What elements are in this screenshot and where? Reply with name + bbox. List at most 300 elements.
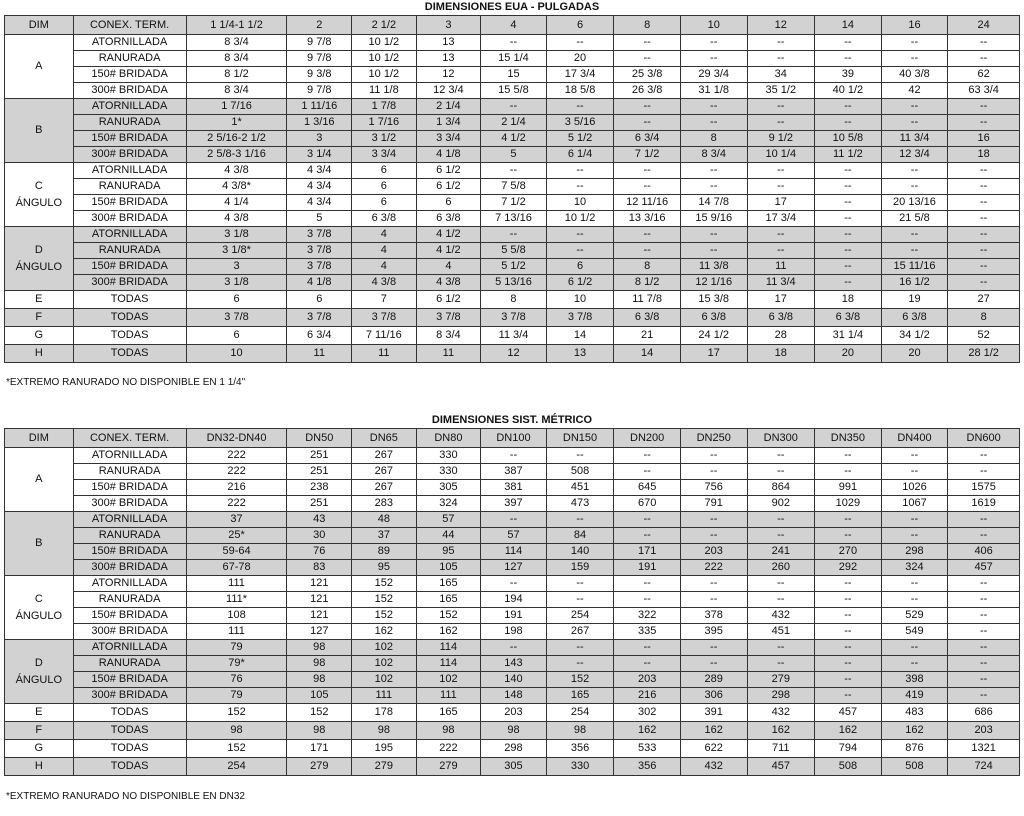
dimension-label: [5, 35, 74, 99]
connection-type-cell: 300# BRIDADA: [73, 147, 186, 163]
dimension-value-cell: --: [881, 99, 948, 115]
dimension-value-cell: 289: [680, 672, 747, 688]
dimension-value-cell: 6 3/8: [881, 309, 948, 327]
dimension-value-cell: 6 1/2: [546, 275, 614, 291]
dimension-value-cell: 6: [546, 259, 614, 275]
dimension-value-cell: 260: [747, 560, 815, 576]
size-column-header: DN400: [881, 429, 948, 448]
dimension-value-cell: --: [481, 227, 547, 243]
dimension-value-cell: 298: [881, 544, 948, 560]
dimension-value-cell: --: [948, 464, 1020, 480]
dimension-value-cell: --: [614, 640, 681, 656]
dimension-value-cell: 21: [614, 327, 681, 345]
dimension-value-cell: 203: [614, 672, 681, 688]
dimension-value-cell: 17 3/4: [747, 211, 815, 227]
dimension-value-cell: --: [948, 512, 1020, 528]
dimension-value-cell: 178: [352, 704, 417, 722]
dimension-value-cell: 79: [186, 640, 287, 656]
dimension-value-cell: 121: [287, 576, 352, 592]
dimension-value-cell: 37: [352, 528, 417, 544]
dimension-value-cell: --: [948, 275, 1020, 291]
dimension-value-cell: 43: [287, 512, 352, 528]
dimension-value-cell: 3 7/8: [481, 309, 547, 327]
dimension-value-cell: --: [614, 656, 681, 672]
dimension-value-cell: 222: [186, 448, 287, 464]
dimension-value-cell: --: [948, 99, 1020, 115]
dimension-value-cell: 98: [186, 722, 287, 740]
table-row: [5, 672, 1020, 688]
dimension-value-cell: 1 7/16: [186, 99, 287, 115]
dimension-value-cell: 335: [614, 624, 681, 640]
connection-type-cell: 150# BRIDADA: [73, 480, 186, 496]
dimension-value-cell: 15 5/8: [481, 83, 547, 99]
dimension-value-cell: --: [948, 592, 1020, 608]
dimension-label: [5, 309, 74, 327]
table-row: [5, 163, 1020, 179]
dimension-value-cell: --: [881, 640, 948, 656]
dimension-value-cell: --: [815, 576, 882, 592]
dimension-value-cell: 4 1/2: [481, 131, 547, 147]
dimension-value-cell: 7 5/8: [481, 179, 547, 195]
dimension-value-cell: 3 1/4: [287, 147, 352, 163]
connection-type-cell: 300# BRIDADA: [73, 211, 186, 227]
dimension-value-cell: 3 1/8*: [186, 243, 287, 259]
dimension-value-cell: --: [614, 576, 681, 592]
dimension-label-text: D: [34, 243, 43, 256]
dimension-value-cell: 57: [481, 528, 547, 544]
table-row: [5, 211, 1020, 227]
connection-type-cell: 150# BRIDADA: [73, 131, 186, 147]
dimension-value-cell: --: [881, 656, 948, 672]
dimension-value-cell: 864: [747, 480, 815, 496]
dimension-value-cell: 6 3/4: [614, 131, 681, 147]
dimension-label-text: ÁNGULO: [15, 673, 63, 686]
dimension-value-cell: 794: [815, 740, 882, 758]
dimension-value-cell: 322: [614, 608, 681, 624]
dimension-value-cell: 152: [287, 704, 352, 722]
dimension-value-cell: 2 5/8-3 1/16: [186, 147, 287, 163]
dimension-value-cell: 3 7/8: [186, 309, 287, 327]
dimension-value-cell: 15 11/16: [881, 259, 948, 275]
dimension-value-cell: --: [815, 592, 882, 608]
table-row: [5, 704, 1020, 722]
table-row: [5, 448, 1020, 464]
dimension-value-cell: 31 1/8: [680, 83, 747, 99]
dimension-value-cell: --: [546, 592, 614, 608]
dimension-value-cell: --: [948, 179, 1020, 195]
dimension-value-cell: 6: [352, 195, 417, 211]
dimension-value-cell: --: [546, 243, 614, 259]
dimension-value-cell: 5 13/16: [481, 275, 547, 291]
dimension-value-cell: 8 1/2: [186, 67, 287, 83]
dimension-value-cell: 108: [186, 608, 287, 624]
connection-type-cell: TODAS: [73, 704, 186, 722]
dimension-value-cell: 305: [416, 480, 481, 496]
dimension-label-text: F: [35, 311, 43, 323]
connection-type-cell: TODAS: [73, 327, 186, 345]
dimension-value-cell: 356: [546, 740, 614, 758]
dimension-value-cell: --: [747, 227, 815, 243]
dimension-value-cell: 4 3/8: [352, 275, 417, 291]
dimension-value-cell: 4: [352, 243, 417, 259]
dimension-value-cell: 6 1/2: [416, 291, 481, 309]
dimension-value-cell: --: [614, 227, 681, 243]
connection-type-cell: 300# BRIDADA: [73, 560, 186, 576]
dimension-value-cell: 12: [481, 345, 547, 363]
size-column-header: 24: [948, 16, 1020, 35]
dimension-value-cell: 37: [186, 512, 287, 528]
dimension-value-cell: --: [546, 179, 614, 195]
dimension-value-cell: 645: [614, 480, 681, 496]
dimension-value-cell: --: [747, 51, 815, 67]
dimension-value-cell: 4 3/8*: [186, 179, 287, 195]
size-column-header: 8: [614, 16, 681, 35]
dimension-value-cell: 152: [186, 704, 287, 722]
dimension-value-cell: 395: [680, 624, 747, 640]
dimension-value-cell: 15 9/16: [680, 211, 747, 227]
dimension-value-cell: --: [948, 35, 1020, 51]
dimension-value-cell: --: [614, 179, 681, 195]
connection-type-cell: 150# BRIDADA: [73, 259, 186, 275]
dimension-value-cell: 432: [680, 758, 747, 776]
dimension-value-cell: 98: [546, 722, 614, 740]
dimension-value-cell: 165: [416, 704, 481, 722]
dimension-value-cell: --: [815, 464, 882, 480]
dimension-value-cell: 152: [416, 608, 481, 624]
dimension-value-cell: 483: [881, 704, 948, 722]
dimension-value-cell: 419: [881, 688, 948, 704]
dimension-value-cell: 283: [352, 496, 417, 512]
table-row: [5, 688, 1020, 704]
dimension-value-cell: 10 1/2: [352, 67, 417, 83]
dimension-value-cell: --: [881, 528, 948, 544]
dimension-value-cell: 15: [481, 67, 547, 83]
dimension-value-cell: 6 3/4: [287, 327, 352, 345]
dimension-value-cell: --: [948, 195, 1020, 211]
dimension-label-text: ÁNGULO: [15, 196, 63, 209]
dimension-value-cell: 4: [416, 259, 481, 275]
table-row: [5, 83, 1020, 99]
dimension-value-cell: 7 11/16: [352, 327, 417, 345]
dimension-value-cell: --: [815, 640, 882, 656]
dimension-value-cell: 10 1/2: [352, 35, 417, 51]
dimension-value-cell: 549: [881, 624, 948, 640]
dimension-value-cell: 95: [352, 560, 417, 576]
dimension-value-cell: --: [614, 448, 681, 464]
table-row: [5, 115, 1020, 131]
dimension-value-cell: 222: [186, 464, 287, 480]
dimension-value-cell: --: [747, 179, 815, 195]
dimension-value-cell: 222: [680, 560, 747, 576]
dimension-value-cell: 7 1/2: [614, 147, 681, 163]
header-row: [5, 429, 1020, 448]
size-column-header: 1 1/4-1 1/2: [186, 16, 287, 35]
dimension-value-cell: --: [546, 35, 614, 51]
dimension-value-cell: 4 3/4: [287, 179, 352, 195]
dimension-value-cell: --: [815, 99, 882, 115]
dimension-value-cell: --: [815, 51, 882, 67]
dimension-value-cell: 279: [416, 758, 481, 776]
dimension-value-cell: 12 3/4: [416, 83, 481, 99]
size-column-header: 10: [680, 16, 747, 35]
dimension-label-text: B: [35, 537, 43, 549]
connection-type-cell: RANURADA: [73, 464, 186, 480]
dimension-value-cell: 16: [948, 131, 1020, 147]
dimension-value-cell: 6 3/8: [614, 309, 681, 327]
dimension-value-cell: 397: [481, 496, 547, 512]
dimension-value-cell: 39: [815, 67, 882, 83]
dimension-value-cell: 10: [546, 195, 614, 211]
dimension-value-cell: 18: [948, 147, 1020, 163]
table-row: [5, 480, 1020, 496]
dimension-value-cell: 251: [287, 464, 352, 480]
dimension-value-cell: --: [815, 179, 882, 195]
dimension-value-cell: 7 1/2: [481, 195, 547, 211]
dimension-value-cell: --: [614, 163, 681, 179]
dimension-value-cell: --: [680, 51, 747, 67]
dimension-value-cell: --: [614, 115, 681, 131]
dimension-value-cell: 165: [416, 592, 481, 608]
dimension-label-text: A: [35, 473, 43, 485]
dimension-value-cell: 17: [747, 195, 815, 211]
table-row: [5, 309, 1020, 327]
dimension-value-cell: 13: [416, 35, 481, 51]
dimension-value-cell: 1321: [948, 740, 1020, 758]
dimension-value-cell: 279: [287, 758, 352, 776]
dimension-value-cell: 8 3/4: [186, 51, 287, 67]
dimension-value-cell: 12: [416, 67, 481, 83]
dimension-value-cell: 1 7/16: [352, 115, 417, 131]
dimension-label: [5, 758, 74, 776]
dimension-value-cell: 254: [186, 758, 287, 776]
dimension-value-cell: 508: [881, 758, 948, 776]
dimension-value-cell: 6 3/8: [747, 309, 815, 327]
connection-type-cell: 300# BRIDADA: [73, 688, 186, 704]
metric-title: DIMENSIONES SIST. MÉTRICO: [431, 414, 593, 426]
dimension-value-cell: --: [614, 35, 681, 51]
dimension-value-cell: --: [881, 35, 948, 51]
dimension-value-cell: --: [815, 211, 882, 227]
dimension-label: [5, 227, 74, 291]
dimension-value-cell: 4 3/8: [186, 211, 287, 227]
dimension-value-cell: 12 11/16: [614, 195, 681, 211]
dimension-value-cell: 13 3/16: [614, 211, 681, 227]
size-column-header: DN65: [352, 429, 417, 448]
dimension-value-cell: --: [815, 512, 882, 528]
dimension-value-cell: 9 7/8: [287, 83, 352, 99]
dimension-value-cell: 432: [747, 704, 815, 722]
table-row: [5, 640, 1020, 656]
connection-type-cell: TODAS: [73, 291, 186, 309]
dimension-value-cell: 8 3/4: [186, 83, 287, 99]
dimension-value-cell: 8: [481, 291, 547, 309]
dimension-value-cell: 159: [546, 560, 614, 576]
dimension-value-cell: 11 3/4: [881, 131, 948, 147]
dimension-value-cell: 3: [186, 259, 287, 275]
dimension-value-cell: 2 5/16-2 1/2: [186, 131, 287, 147]
dimension-value-cell: 98: [287, 640, 352, 656]
dimension-value-cell: --: [680, 656, 747, 672]
table-row: [5, 740, 1020, 758]
dimension-value-cell: 114: [416, 640, 481, 656]
dimension-value-cell: --: [680, 640, 747, 656]
dimension-value-cell: 15 1/4: [481, 51, 547, 67]
dimension-value-cell: 83: [287, 560, 352, 576]
dimension-value-cell: 195: [352, 740, 417, 758]
dimension-value-cell: 111*: [186, 592, 287, 608]
dimension-value-cell: --: [614, 243, 681, 259]
dimension-value-cell: 267: [352, 464, 417, 480]
size-column-header: DN250: [680, 429, 747, 448]
dimension-label: [5, 99, 74, 163]
size-column-header: DN350: [815, 429, 882, 448]
dimension-value-cell: 14: [546, 327, 614, 345]
dimension-value-cell: 114: [416, 656, 481, 672]
dimension-value-cell: 251: [287, 448, 352, 464]
dimension-value-cell: 533: [614, 740, 681, 758]
dimension-value-cell: 127: [287, 624, 352, 640]
dimension-value-cell: --: [614, 99, 681, 115]
dimension-value-cell: 16 1/2: [881, 275, 948, 291]
table-row: [5, 560, 1020, 576]
dimension-value-cell: --: [815, 243, 882, 259]
dimension-value-cell: --: [481, 576, 547, 592]
dimension-value-cell: --: [881, 576, 948, 592]
dimension-label-text: H: [34, 760, 43, 772]
dimension-value-cell: 5: [481, 147, 547, 163]
dimension-value-cell: 165: [416, 576, 481, 592]
dimension-value-cell: --: [614, 512, 681, 528]
dimension-label-text: ÁNGULO: [15, 260, 63, 273]
dimension-value-cell: 6 3/8: [815, 309, 882, 327]
dimension-value-cell: --: [815, 608, 882, 624]
dimension-value-cell: --: [481, 99, 547, 115]
dimension-value-cell: --: [614, 528, 681, 544]
dimension-value-cell: 9 7/8: [287, 35, 352, 51]
size-column-header: 2 1/2: [352, 16, 417, 35]
imperial-footnote: *EXTREMO RANURADO NO DISPONIBLE EN 1 1/4": [6, 377, 246, 388]
dimension-value-cell: 3 7/8: [287, 309, 352, 327]
dimension-value-cell: 267: [546, 624, 614, 640]
size-column-header: DN80: [416, 429, 481, 448]
dimension-value-cell: 29 3/4: [680, 67, 747, 83]
dimension-value-cell: 6: [186, 291, 287, 309]
dimension-value-cell: 25 3/8: [614, 67, 681, 83]
dimension-value-cell: 102: [352, 656, 417, 672]
dimension-value-cell: 3 3/4: [416, 131, 481, 147]
dimension-value-cell: 111: [416, 688, 481, 704]
dimension-value-cell: --: [680, 448, 747, 464]
dimension-label: [5, 576, 74, 640]
dimension-value-cell: 3 5/16: [546, 115, 614, 131]
dimension-value-cell: 14 7/8: [680, 195, 747, 211]
dimension-value-cell: 10 1/4: [747, 147, 815, 163]
dimension-value-cell: --: [815, 275, 882, 291]
dimension-value-cell: 14: [614, 345, 681, 363]
dimension-value-cell: 203: [680, 544, 747, 560]
dimension-value-cell: 121: [287, 592, 352, 608]
dimension-value-cell: 3 1/8: [186, 275, 287, 291]
header-row: [5, 16, 1020, 35]
dimension-value-cell: 9 1/2: [747, 131, 815, 147]
dimension-value-cell: --: [546, 512, 614, 528]
dimension-value-cell: 5: [287, 211, 352, 227]
dimension-value-cell: --: [680, 115, 747, 131]
dimension-value-cell: 267: [352, 448, 417, 464]
dimension-value-cell: 162: [747, 722, 815, 740]
dimension-value-cell: 17: [680, 345, 747, 363]
dimension-value-cell: 3 1/8: [186, 227, 287, 243]
connection-type-cell: 300# BRIDADA: [73, 496, 186, 512]
dimension-value-cell: --: [881, 448, 948, 464]
dimension-value-cell: 8: [614, 259, 681, 275]
dimension-value-cell: 102: [352, 672, 417, 688]
dimension-value-cell: 876: [881, 740, 948, 758]
connection-type-cell: ATORNILLADA: [73, 227, 186, 243]
dimension-label-text: D: [34, 656, 43, 669]
size-column-header: DN300: [747, 429, 815, 448]
dimension-value-cell: --: [948, 448, 1020, 464]
dimension-value-cell: --: [948, 640, 1020, 656]
dimension-value-cell: 171: [614, 544, 681, 560]
dimension-value-cell: --: [680, 512, 747, 528]
dimension-value-cell: --: [815, 624, 882, 640]
dimension-value-cell: --: [815, 448, 882, 464]
dimension-value-cell: 298: [481, 740, 547, 758]
dimension-value-cell: 98: [416, 722, 481, 740]
size-column-header: 16: [881, 16, 948, 35]
dimension-value-cell: 4 3/4: [287, 163, 352, 179]
dimension-value-cell: 11 3/8: [680, 259, 747, 275]
dimension-value-cell: 381: [481, 480, 547, 496]
dimension-value-cell: 6: [416, 195, 481, 211]
dimension-value-cell: 34 1/2: [881, 327, 948, 345]
dimension-value-cell: 98: [287, 656, 352, 672]
dimension-value-cell: 102: [416, 672, 481, 688]
dimension-value-cell: 9 3/8: [287, 67, 352, 83]
dimension-value-cell: --: [614, 464, 681, 480]
dimension-label-text: E: [35, 706, 43, 718]
dimension-value-cell: 330: [416, 464, 481, 480]
dimension-value-cell: 21 5/8: [881, 211, 948, 227]
dim-column-header: DIM: [5, 16, 74, 35]
dimension-value-cell: --: [747, 640, 815, 656]
dimension-value-cell: 63 3/4: [948, 83, 1020, 99]
connection-type-cell: TODAS: [73, 740, 186, 758]
dimension-value-cell: --: [546, 448, 614, 464]
dimension-value-cell: 89: [352, 544, 417, 560]
dimension-value-cell: 15 3/8: [680, 291, 747, 309]
dimension-value-cell: --: [747, 448, 815, 464]
dimension-value-cell: 238: [287, 480, 352, 496]
dimension-value-cell: --: [747, 163, 815, 179]
dimension-value-cell: 30: [287, 528, 352, 544]
connection-type-cell: ATORNILLADA: [73, 448, 186, 464]
dimension-value-cell: 4 3/4: [287, 195, 352, 211]
dimension-value-cell: 20 13/16: [881, 195, 948, 211]
dimension-value-cell: 432: [747, 608, 815, 624]
dimension-label-text: B: [35, 124, 43, 136]
dimension-value-cell: 105: [287, 688, 352, 704]
dimension-value-cell: 162: [416, 624, 481, 640]
table-row: [5, 131, 1020, 147]
dimension-value-cell: 508: [546, 464, 614, 480]
dimension-value-cell: 302: [614, 704, 681, 722]
dimension-value-cell: 2 1/4: [416, 99, 481, 115]
dimension-value-cell: --: [747, 576, 815, 592]
dimension-value-cell: 222: [186, 496, 287, 512]
table-row: [5, 576, 1020, 592]
